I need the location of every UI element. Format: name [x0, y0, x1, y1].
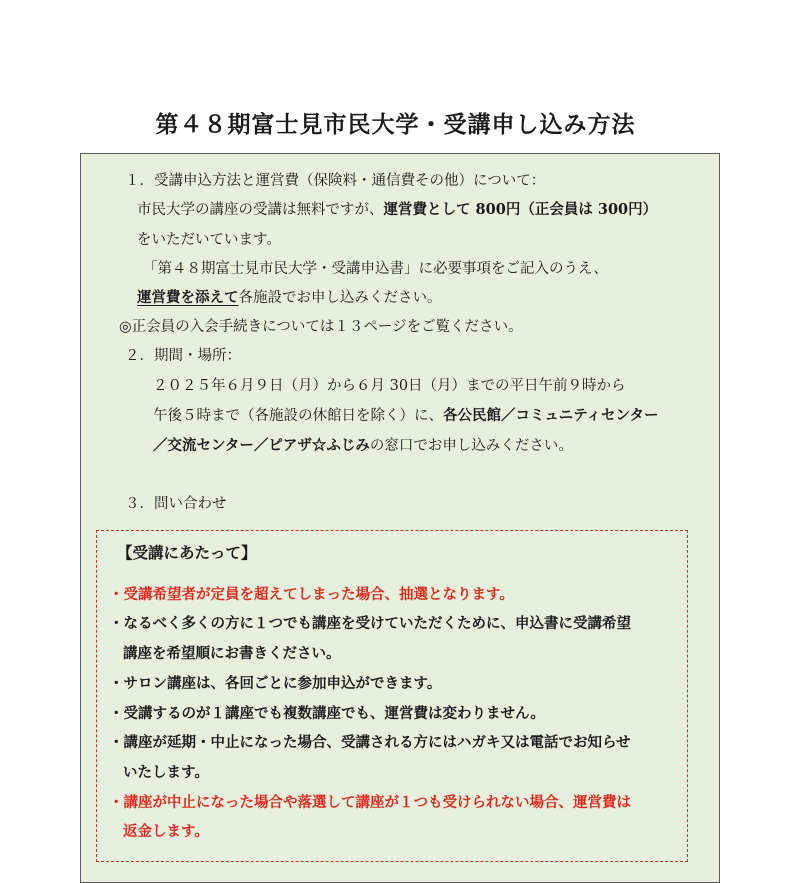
notice-heading: 【受講にあたって】: [117, 543, 257, 562]
section2-heading: ２．期間・場所：: [125, 348, 241, 364]
apply-at-facility-text: 各施設でお申し込みください。: [238, 290, 442, 306]
notice-item-refund-cont: 返金します。: [123, 823, 209, 840]
section1-line4: [137, 288, 442, 308]
notice-item-preference: ・なるべく多くの方に１つでも講座を受けていただくために、申込書に受講希望: [109, 615, 631, 632]
hours-text: 午後５時まで（各施設の休館日を除く）に、: [153, 408, 443, 424]
notice-item-postpone-cont: いたします。: [123, 764, 209, 781]
section1-line2: をいただいています。: [137, 232, 281, 248]
section1-fee-line: [137, 200, 657, 220]
application-info-panel: [80, 153, 720, 883]
section1-line3: 「第４８期富士見市民大学・受講申込書」に必要事項をご記入のうえ、: [143, 261, 608, 277]
section1-heading: １．受講申込方法と運営費（保険料・通信費その他）について：: [125, 173, 546, 189]
fee-attach-text: 運営費を添えて: [137, 289, 239, 306]
fee-intro-text: 市民大学の講座の受講は無料ですが、: [137, 202, 384, 218]
notice-item-refund: ・講座が中止になった場合や落選して講座が１つも受けられない場合、運営費は: [109, 794, 631, 811]
section3-heading: ３．問い合わせ: [125, 496, 227, 512]
facilities-text-2: ／交流センター／ピアザ☆ふじみ: [153, 437, 370, 454]
notice-item-preference-cont: 講座を希望順にお書きください。: [123, 645, 341, 662]
notice-item-lottery: ・受講希望者が定員を超えてしまった場合、抽選となります。: [109, 586, 514, 603]
page-title: 第４８期富士見市民大学・受講申し込み方法: [155, 112, 636, 138]
notice-item-salon: ・サロン講座は、各回ごとに参加申込ができます。: [109, 675, 442, 692]
notice-box: [96, 530, 688, 862]
fee-amount-text: 運営費として 800円（正会員は 300円）: [383, 201, 658, 218]
notice-item-postpone: ・講座が延期・中止になった場合、受講される方にはハガキ又は電話でお知らせ: [109, 734, 631, 751]
member-note: ◎正会員の入会手続きについては１３ページをご覧ください。: [119, 319, 523, 335]
period-line: ２０２５年６月９日（月）から６月 30日（月）までの平日午前９時から: [153, 378, 626, 394]
hours-line: [153, 406, 658, 426]
facilities-line: [153, 436, 573, 456]
facilities-text: 各公民館／コミュニティセンター: [443, 407, 659, 424]
notice-item-fee-same: ・受講するのが１講座でも複数講座でも、運営費は変わりません。: [109, 705, 545, 722]
counter-text: の窓口でお申し込みください。: [369, 438, 573, 454]
